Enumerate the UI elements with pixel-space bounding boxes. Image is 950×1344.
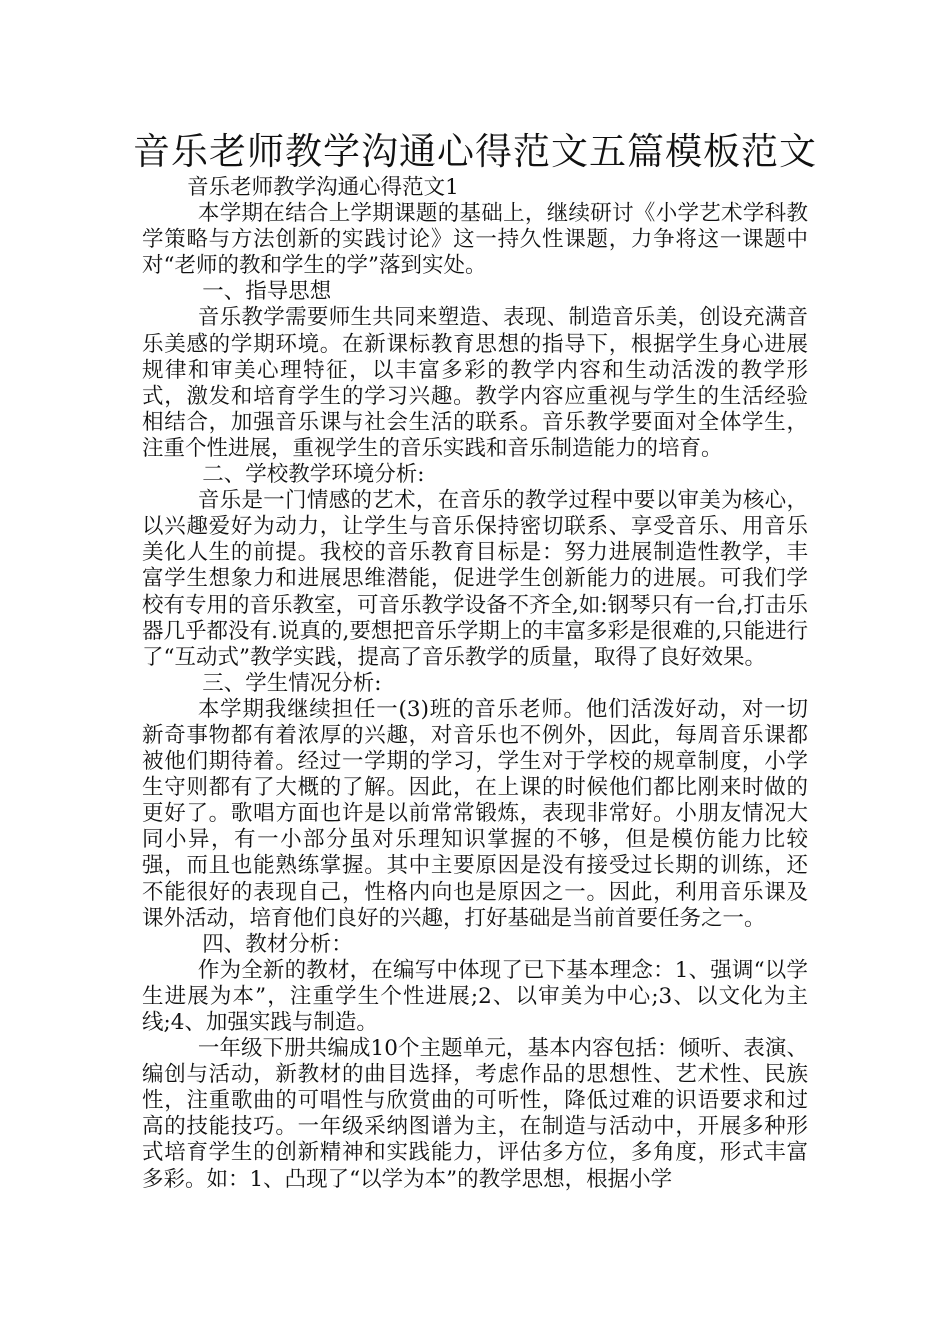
section-heading-article-1: 音乐老师教学沟通心得范文1 (187, 175, 459, 200)
paragraph-guiding-thought: 音乐教学需要师生共同来塑造、表现、制造音乐美，创设充满音乐美感的学期环境。在新课标教育思想的指导下，根据学生身心进展规律和审美心理特征，以丰富多彩的教学内容和生动活泼的教学形式，激发和培育学生的学习兴趣。教学内容应重视与学生的生活经验相结合，加强音乐课与社会生活的联系。音乐教学要面对全体学生，注重个性进展，重视学生的音乐实践和音乐制造能力的培育。 (142, 305, 808, 461)
paragraph-textbook-content: 一年级下册共编成10个主题单元，基本内容包括：倾听、表演、编创与活动，新教材的曲目选择，考虑作品的思想性、艺术性、民族性，注重歌曲的可唱性与欣赏曲的可听性，降低过难的识语要求和过高的技能技巧。一年级采纳图谱为主，在制造与活动中，开展多种形式培育学生的创新精神和实践能力，评估多方位，多角度，形式丰富多彩。如：1、凸现了“以学为本”的教学思想，根据小学 (142, 1036, 808, 1192)
section-heading-textbook-analysis: 四、教材分析： (202, 931, 353, 957)
paragraph-textbook-concepts: 作为全新的教材，在编写中体现了已下基本理念：1、强调“以学生进展为本”，注重学生个性进展;2、以审美为中心;3、以文化为主线;4、加强实践与制造。 (142, 957, 808, 1035)
paragraph-school-environment: 音乐是一门情感的艺术，在音乐的教学过程中要以审美为核心，以兴趣爱好为动力，让学生与音乐保持密切联系、享受音乐、用音乐美化人生的前提。我校的音乐教育目标是：努力进展制造性教学，丰富学生想象力和进展思维潜能，促进学生创新能力的进展。可我们学校有专用的音乐教室，可音乐教学设备不齐全,如:钢琴只有一台,打击乐器几乎都没有.说真的,要想把音乐学期上的丰富多彩是很难的,只能进行了“互动式”教学实践，提高了音乐教学的质量，取得了良好效果。 (142, 488, 808, 670)
document-body (142, 175, 808, 1193)
document-title: 音乐老师教学沟通心得范文五篇模板范文 (133, 130, 817, 173)
paragraph-student-analysis: 本学期我继续担任一(3)班的音乐老师。他们活泼好动，对一切新奇事物都有着浓厚的兴趣，对音乐也不例外，因此，每周音乐课都被他们期待着。经过一学期的学习，学生对于学校的规章制度，小学生守则都有了大概的了解。因此，在上课的时候他们都比刚来时做的更好了。歌唱方面也许是以前常常锻炼，表现非常好。小朋友情况大同小异，有一小部分虽对乐理知识掌握的不够，但是模仿能力比较强，而且也能熟练掌握。其中主要原因是没有接受过长期的训练，还不能很好的表现自己，性格内向也是原因之一。因此，利用音乐课及课外活动，培育他们良好的兴趣，打好基础是当前首要任务之一。 (142, 696, 808, 931)
paragraph-intro: 本学期在结合上学期课题的基础上，继续研讨《小学艺术学科教学策略与方法创新的实践讨论》这一持久性课题，力争将这一课题中对“老师的教和学生的学”落到实处。 (142, 201, 808, 279)
section-heading-guiding-thought: 一、指导思想 (202, 279, 332, 305)
section-heading-school-environment: 二、学校教学环境分析: (202, 462, 425, 488)
section-heading-student-analysis: 三、学生情况分析: (202, 670, 382, 696)
